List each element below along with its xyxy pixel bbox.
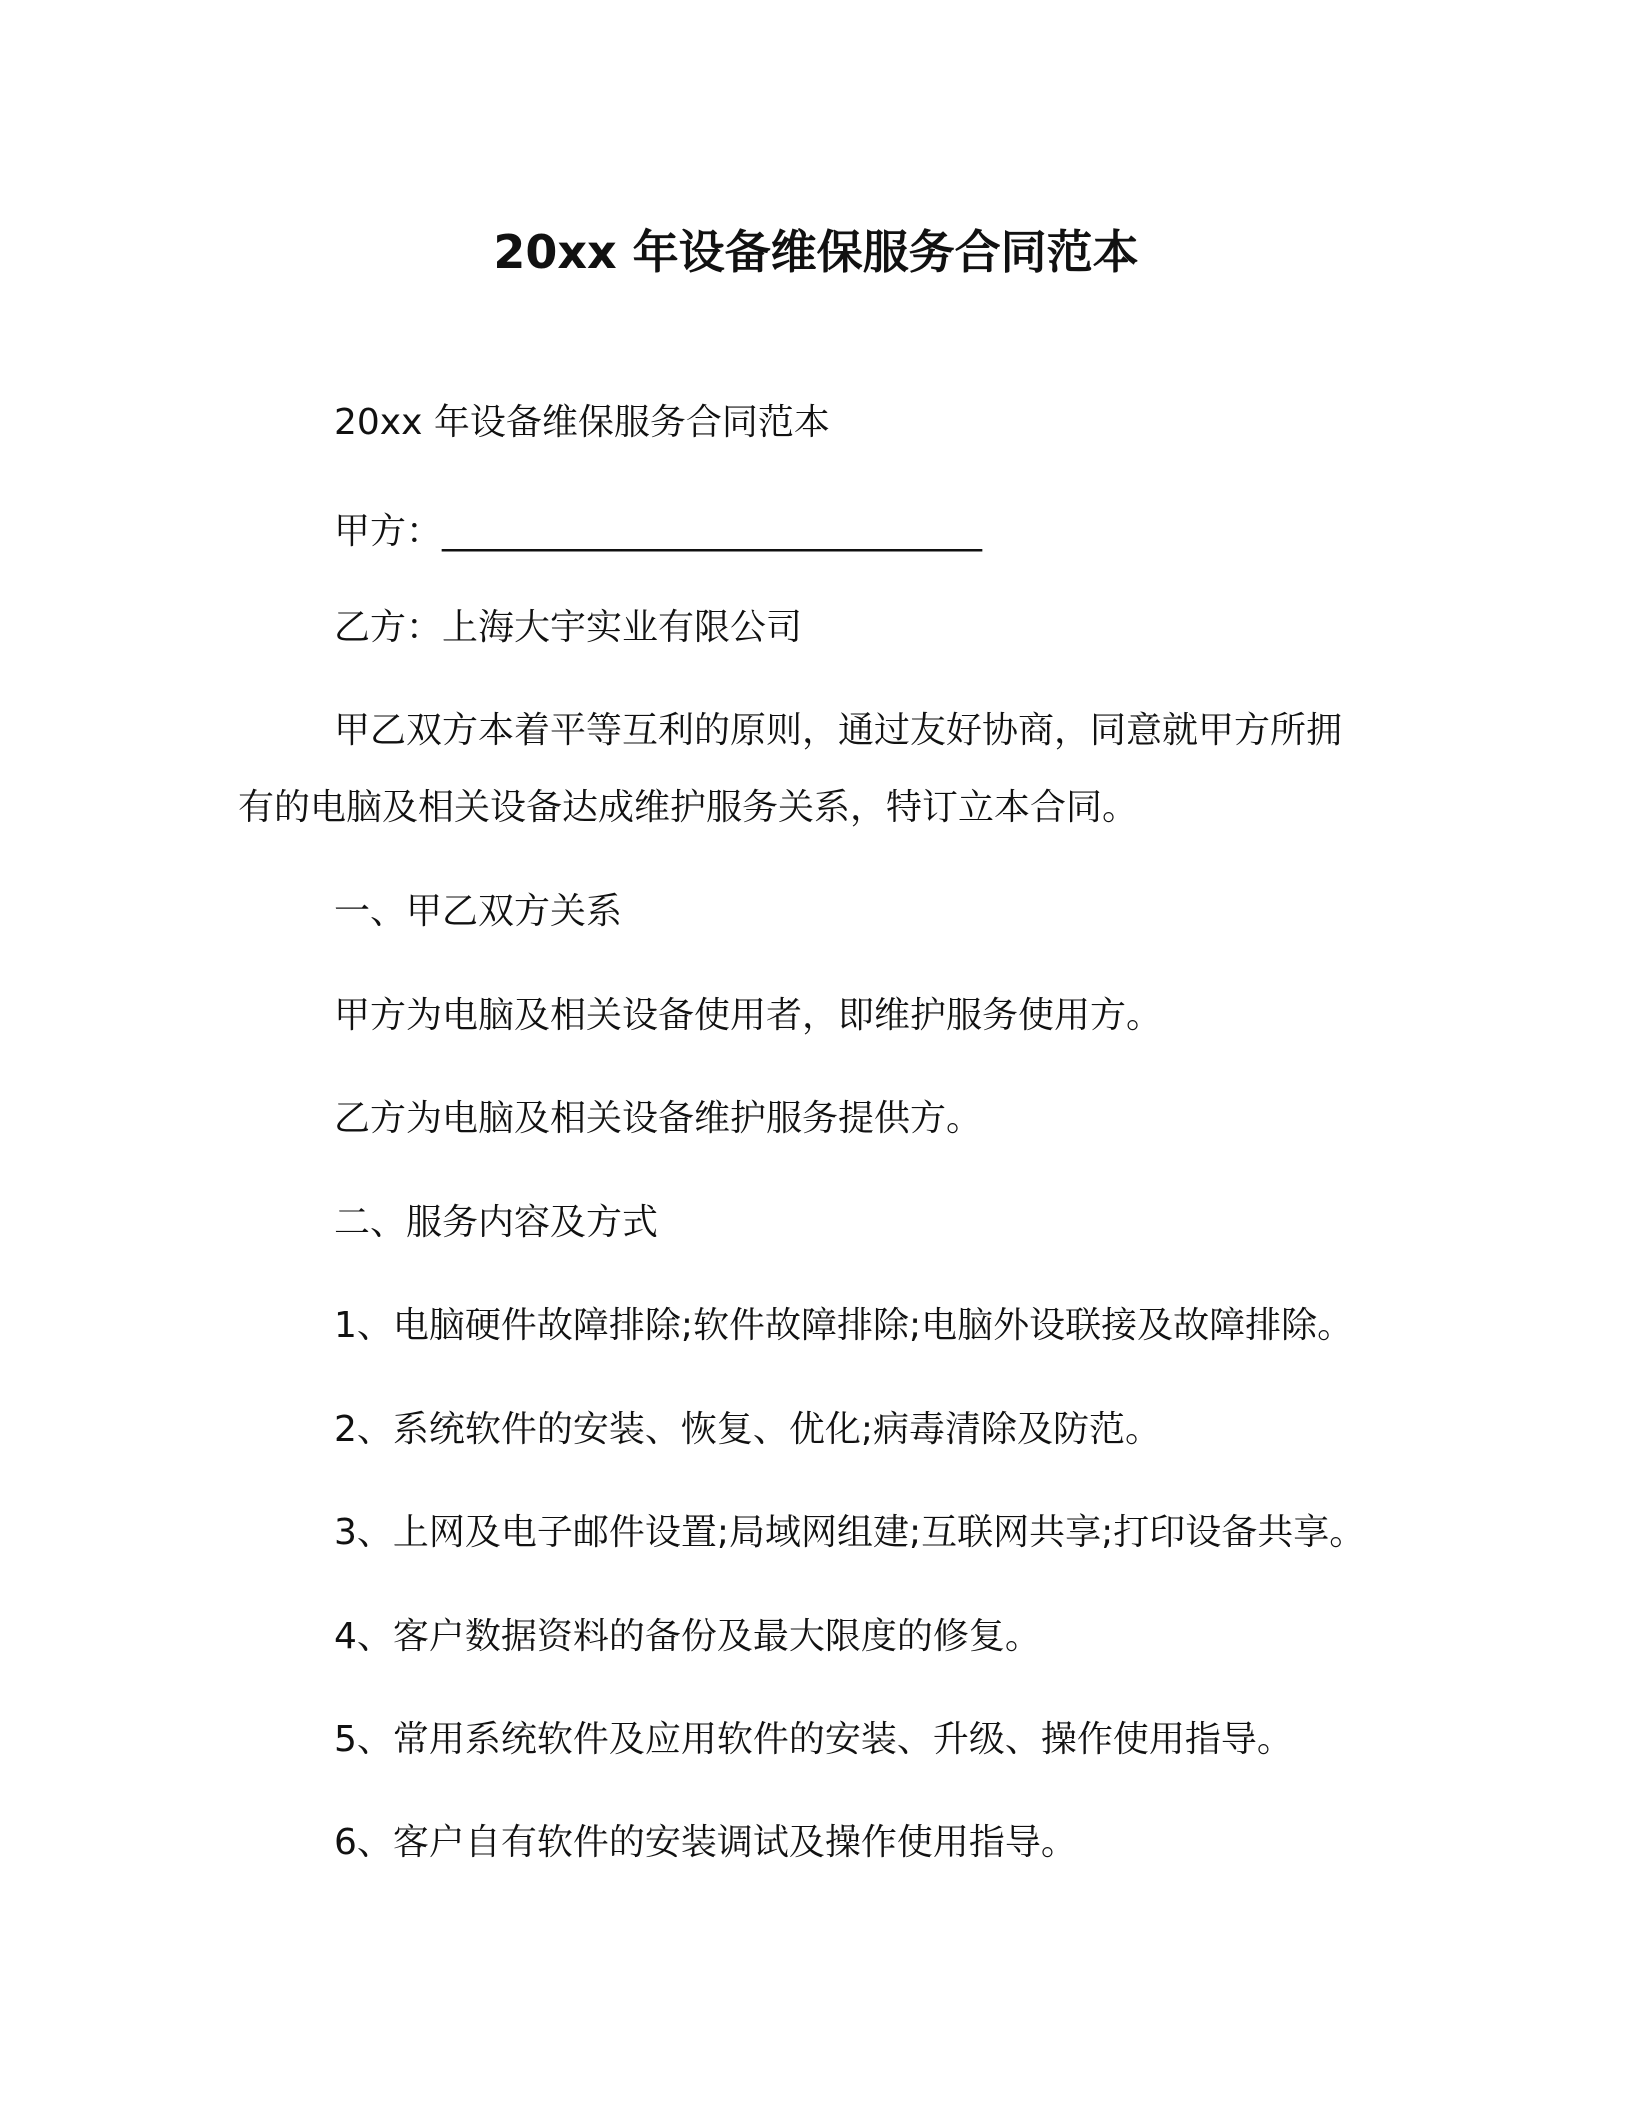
party-a-line: 甲方：______________________________ [334, 511, 983, 552]
section-heading-services: 二、服务内容及方式 [334, 1202, 659, 1243]
section1-paragraph-2: 乙方为电脑及相关设备维护服务提供方。 [334, 1098, 983, 1139]
intro-paragraph-line-2: 有的电脑及相关设备达成维护服务关系，特订立本合同。 [238, 787, 1139, 828]
service-item: 2、系统软件的安装、恢复、优化;病毒清除及防范。 [334, 1409, 1162, 1450]
subtitle: 20xx 年设备维保服务合同范本 [334, 402, 830, 443]
service-item: 3、上网及电子邮件设置;局域网组建;互联网共享;打印设备共享。 [334, 1512, 1366, 1553]
service-item: 6、客户自有软件的安装调试及操作使用指导。 [334, 1822, 1077, 1863]
document-title: 20xx 年设备维保服务合同范本 [493, 225, 1139, 279]
intro-paragraph-line-1: 甲乙双方本着平等互利的原则，通过友好协商，同意就甲方所拥 [334, 710, 1343, 751]
section-heading-relationship: 一、甲乙双方关系 [334, 891, 623, 932]
section1-paragraph-1: 甲方为电脑及相关设备使用者，即维护服务使用方。 [334, 995, 1163, 1036]
service-item: 5、常用系统软件及应用软件的安装、升级、操作使用指导。 [334, 1719, 1293, 1760]
service-item: 1、电脑硬件故障排除;软件故障排除;电脑外设联接及故障排除。 [334, 1305, 1354, 1346]
party-b-line: 乙方：上海大宇实业有限公司 [334, 607, 803, 648]
service-item: 4、客户数据资料的备份及最大限度的修复。 [334, 1616, 1041, 1657]
